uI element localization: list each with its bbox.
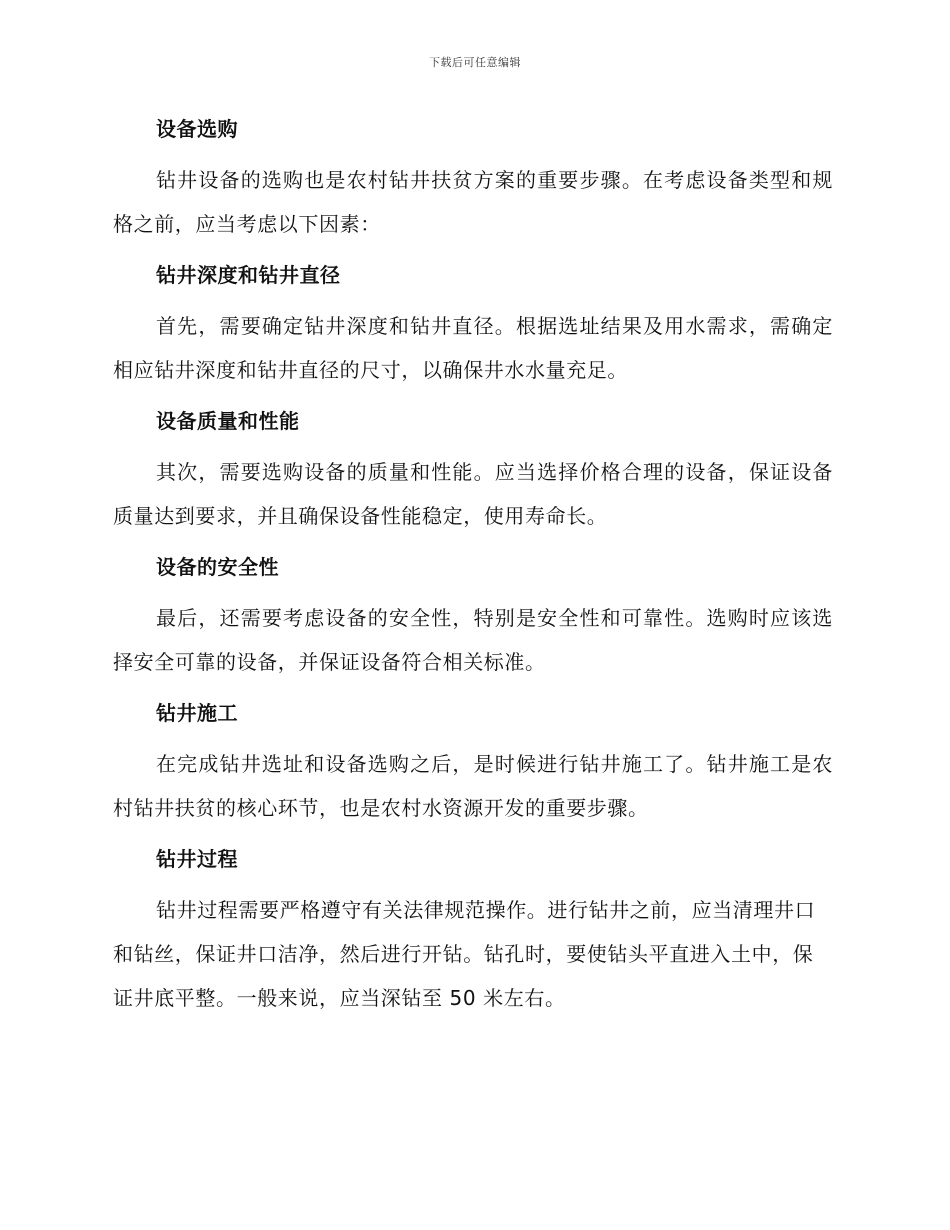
paragraph-construction: 在完成钻井选址和设备选购之后，是时候进行钻井施工了。钻井施工是农村钻井扶贫的核心环节，也是农村水资源开发的重要步骤。: [113, 752, 833, 820]
paragraph-drilling-process: 钻井过程需要严格遵守有关法律规范操作。进行钻井之前，应当清理井口和钻丝，保证井口洁净，然后进行开钻。钻孔时，要使钻头平直进入土中，保证井底平整。一般来说，应当深钻至 50 米左右。: [113, 898, 816, 1010]
section-heading-construction: 钻井施工: [156, 701, 238, 725]
section-heading-equipment-purchase: 设备选购: [156, 117, 238, 141]
section-heading-depth-diameter: 钻井深度和钻井直径: [156, 263, 341, 287]
paragraph-equipment-purchase: 钻井设备的选购也是农村钻井扶贫方案的重要步骤。在考虑设备类型和规格之前，应当考虑以下因素：: [113, 168, 833, 236]
paragraph-safety: 最后，还需要考虑设备的安全性，特别是安全性和可靠性。选购时应该选择安全可靠的设备，并保证设备符合相关标准。: [113, 606, 833, 674]
section-heading-quality-performance: 设备质量和性能: [156, 409, 300, 433]
page-header: 下载后可任意编辑: [429, 56, 521, 69]
paragraph-quality-performance: 其次，需要选购设备的质量和性能。应当选择价格合理的设备，保证设备质量达到要求，并且确保设备性能稳定，使用寿命长。: [113, 460, 833, 528]
section-heading-drilling-process: 钻井过程: [156, 847, 238, 871]
section-heading-safety: 设备的安全性: [156, 555, 279, 579]
document-body: [113, 108, 833, 1034]
paragraph-depth-diameter: 首先，需要确定钻井深度和钻井直径。根据选址结果及用水需求，需确定相应钻井深度和钻井直径的尺寸，以确保井水水量充足。: [113, 314, 833, 382]
